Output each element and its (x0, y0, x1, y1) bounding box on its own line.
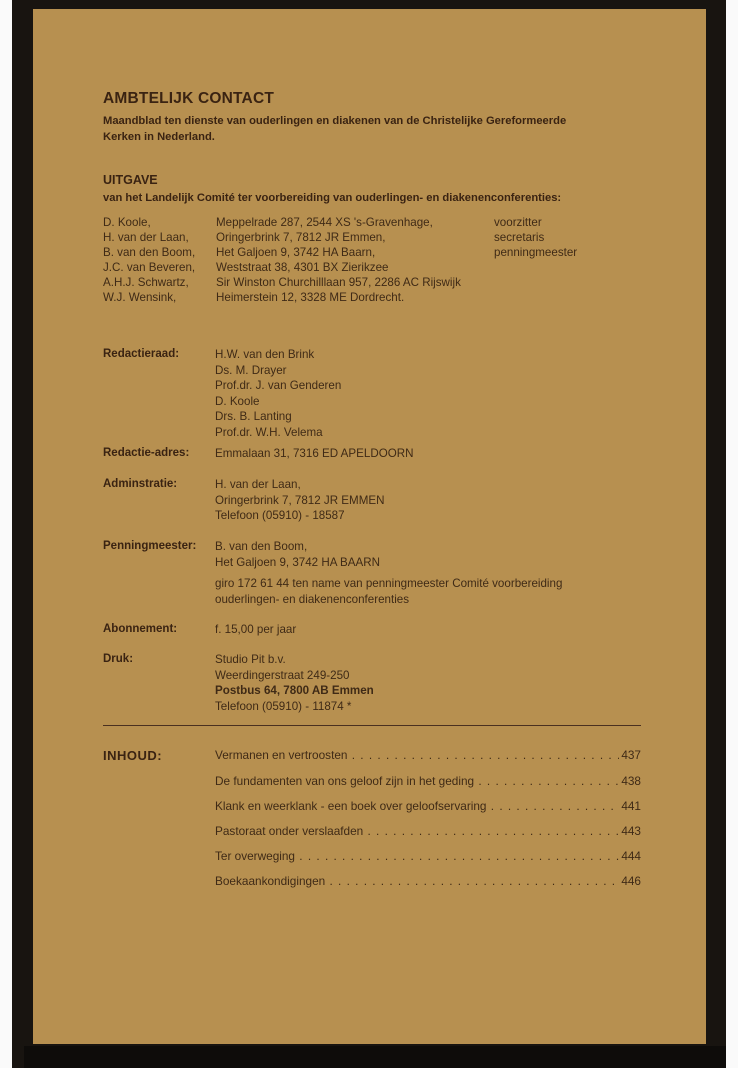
toc-title: Vermanen en vertroosten . . . (215, 748, 619, 762)
colophon-page (33, 9, 706, 1044)
abonnement-label: Abonnement: (103, 623, 178, 635)
member-role: penningmeester (494, 246, 578, 259)
magazine-title: AMBTELIJK CONTACT (103, 90, 275, 107)
toc-title: De fundamenten van ons geloof zijn in het geding . . . (215, 774, 619, 788)
member-address: Meppelrade 287, 2544 XS 's-Gravenhage, (216, 216, 433, 229)
scan-bottom-edge (24, 1046, 726, 1068)
penningmeester-label: Penningmeester: (103, 540, 197, 552)
toc-item[interactable] (215, 799, 641, 813)
member-role: secretaris (494, 231, 545, 244)
list-item: Prof.dr. W.H. Velema (215, 425, 323, 439)
member-name: J.C. van Beveren, (103, 261, 196, 274)
section-divider (103, 725, 641, 726)
toc-page: 443 (621, 824, 641, 838)
list-item: Ds. M. Drayer (215, 363, 287, 377)
toc-page: 444 (621, 849, 641, 863)
member-name: H. van der Laan, (103, 231, 189, 244)
toc-title: Pastoraat onder verslaafden . . . (215, 824, 619, 838)
member-address: Heimerstein 12, 3328 ME Dordrecht. (216, 291, 405, 304)
list-item: Prof.dr. J. van Genderen (215, 379, 342, 392)
toc-item[interactable] (215, 874, 641, 888)
toc-page: 441 (621, 799, 641, 813)
toc-page: 446 (621, 874, 641, 888)
page-margin (0, 0, 12, 1068)
abonnement-value: f. 15,00 per jaar (215, 623, 297, 636)
list-item: Drs. B. Lanting (215, 410, 292, 423)
penningmeester-address: B. van den Boom, Het Galjoen 9, 3742 HA BAARN (215, 540, 380, 569)
druk-label: Druk: (103, 653, 134, 665)
redactieraad-label: Redactieraad: (103, 348, 180, 360)
giro-info: giro 172 61 44 ten name van penningmeester Comité voorbereiding ouderlingen- en diakenenconferenties (215, 577, 563, 606)
toc-item[interactable] (215, 824, 641, 838)
administratie-address: H. van der Laan, Oringerbrink 7, 7812 JR EMMEN Telefoon (05910) - 18587 (215, 478, 385, 522)
magazine-subtitle: Maandblad ten dienste van ouderlingen en diakenen van de Christelijke Gereformeerde Kerken in Nederland. (103, 115, 567, 143)
uitgave-heading: UITGAVE (103, 173, 158, 187)
toc-item[interactable] (215, 849, 641, 863)
toc-title: Ter overweging . . . (215, 849, 619, 863)
redactie-adres-value: Emmalaan 31, 7316 ED APELDOORN (215, 447, 414, 460)
toc-title: Klank en weerklank - een boek over geloofservaring . . . (215, 799, 619, 813)
member-address: Het Galjoen 9, 3742 HA Baarn, (216, 246, 376, 259)
member-role: voorzitter (494, 216, 542, 229)
redactie-adres-label: Redactie-adres: (103, 447, 190, 459)
druk-info: Studio Pit b.v. Weerdingerstraat 249-250 Postbus 64, 7800 AB Emmen Telefoon (05910) - 11874 * (215, 653, 374, 713)
toc-item[interactable] (215, 774, 641, 788)
member-address: Weststraat 38, 4301 BX Zierikzee (216, 261, 389, 274)
member-name: W.J. Wensink, (103, 291, 177, 304)
list-item: D. Koole (215, 394, 260, 408)
member-name: A.H.J. Schwartz, (103, 276, 189, 289)
toc-page: 438 (621, 774, 641, 788)
toc-page: 437 (621, 748, 641, 762)
member-address: Sir Winston Churchilllaan 957, 2286 AC Rijswijk (216, 276, 461, 289)
member-address: Oringerbrink 7, 7812 JR Emmen, (216, 231, 386, 244)
inhoud-label: INHOUD: (103, 748, 163, 763)
toc-item[interactable] (215, 748, 641, 762)
uitgave-description: van het Landelijk Comité ter voorbereiding van ouderlingen- en diakenenconferenties: (103, 192, 562, 204)
list-item: H.W. van den Brink (215, 348, 315, 361)
member-name: D. Koole, (103, 216, 151, 229)
member-name: B. van den Boom, (103, 246, 196, 259)
redactieraad-members (215, 347, 341, 440)
administratie-label: Adminstratie: (103, 478, 178, 490)
toc-title: Boekaankondigingen . . . (215, 874, 619, 888)
